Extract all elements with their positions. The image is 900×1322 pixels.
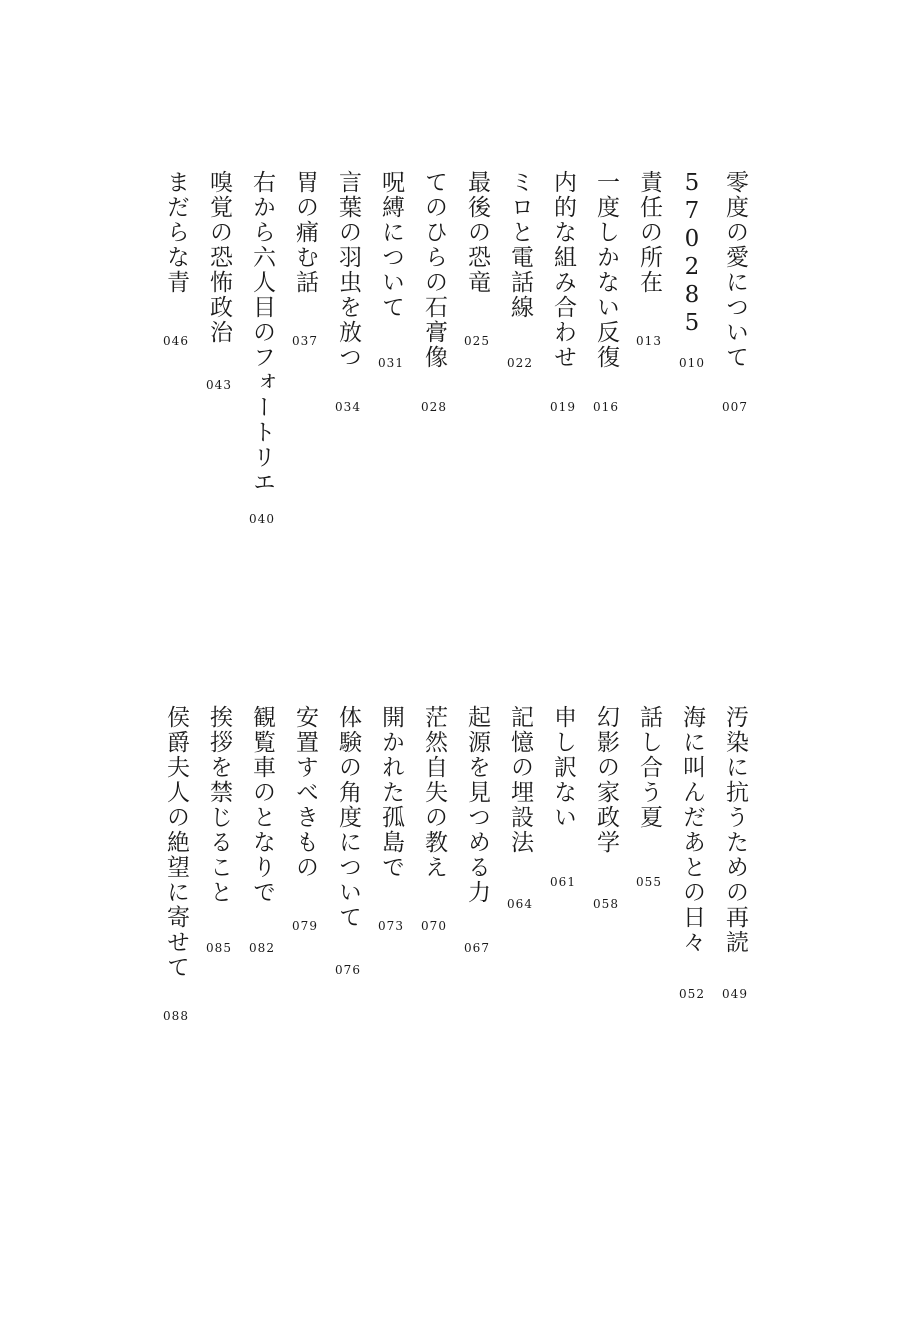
- entry-page-number: 082: [249, 941, 275, 955]
- entry-page-number: 031: [378, 356, 404, 370]
- entry-page-number: 028: [421, 400, 447, 414]
- entry-title: 安置すべきもの: [292, 705, 318, 880]
- entry-page-number: 034: [335, 400, 361, 414]
- entry-title: 最後の恐竜: [464, 170, 490, 295]
- entry-page-number: 019: [550, 400, 576, 414]
- entry-page-number: 046: [163, 334, 189, 348]
- entry-title: 観覧車のとなりで: [249, 705, 275, 905]
- entry-title: ミロと電話線: [507, 170, 533, 320]
- entry-page-number: 040: [249, 512, 275, 526]
- entry-title: 起源を見つめる力: [464, 705, 490, 905]
- entry-page-number: 013: [636, 334, 662, 348]
- entry-page-number: 025: [464, 334, 490, 348]
- entry-title: 内的な組み合わせ: [550, 170, 576, 370]
- entry-title: 胃の痛む話: [292, 170, 318, 295]
- entry-page-number: 061: [550, 875, 576, 889]
- entry-page-number: 052: [679, 987, 705, 1001]
- entry-page-number: 088: [163, 1009, 189, 1023]
- entry-page-number: 058: [593, 897, 619, 911]
- entry-title: てのひらの石膏像: [421, 170, 447, 370]
- entry-page-number: 049: [722, 987, 748, 1001]
- entry-title: 幻影の家政学: [593, 705, 619, 855]
- entry-page-number: 037: [292, 334, 318, 348]
- entry-title: 呪縛について: [378, 170, 404, 320]
- entry-title: 570285: [679, 170, 705, 338]
- entry-page-number: 076: [335, 963, 361, 977]
- toc-section-2: [0, 705, 900, 1035]
- entry-page-number: 073: [378, 919, 404, 933]
- entry-page-number: 016: [593, 400, 619, 414]
- entry-title: 右から六人目のフォートリエ: [249, 170, 275, 495]
- entry-title: 汚染に抗うための再読: [722, 705, 748, 955]
- entry-page-number: 010: [679, 356, 705, 370]
- entry-page-number: 007: [722, 400, 748, 414]
- entry-title: 挨拶を禁じること: [206, 705, 232, 905]
- entry-page-number: 070: [421, 919, 447, 933]
- entry-page-number: 079: [292, 919, 318, 933]
- toc-section-1: [0, 170, 900, 550]
- entry-page-number: 067: [464, 941, 490, 955]
- entry-page-number: 022: [507, 356, 533, 370]
- entry-page-number: 043: [206, 378, 232, 392]
- entry-title: 責任の所在: [636, 170, 662, 295]
- entry-title: 開かれた孤島で: [378, 705, 404, 880]
- entry-page-number: 064: [507, 897, 533, 911]
- entry-title: 一度しかない反復: [593, 170, 619, 370]
- entry-title: 茫然自失の教え: [421, 705, 447, 880]
- entry-title: 言葉の羽虫を放つ: [335, 170, 361, 370]
- entry-title: 話し合う夏: [636, 705, 662, 830]
- entry-page-number: 055: [636, 875, 662, 889]
- entry-title: 侯爵夫人の絶望に寄せて: [163, 705, 189, 980]
- entry-title: 体験の角度について: [335, 705, 361, 930]
- entry-page-number: 085: [206, 941, 232, 955]
- entry-title: 海に叫んだあとの日々: [679, 705, 705, 955]
- entry-title: まだらな青: [163, 170, 189, 295]
- entry-title: 零度の愛について: [722, 170, 748, 370]
- entry-title: 申し訳ない: [550, 705, 576, 830]
- entry-title: 記憶の埋設法: [507, 705, 533, 855]
- entry-title: 嗅覚の恐怖政治: [206, 170, 232, 345]
